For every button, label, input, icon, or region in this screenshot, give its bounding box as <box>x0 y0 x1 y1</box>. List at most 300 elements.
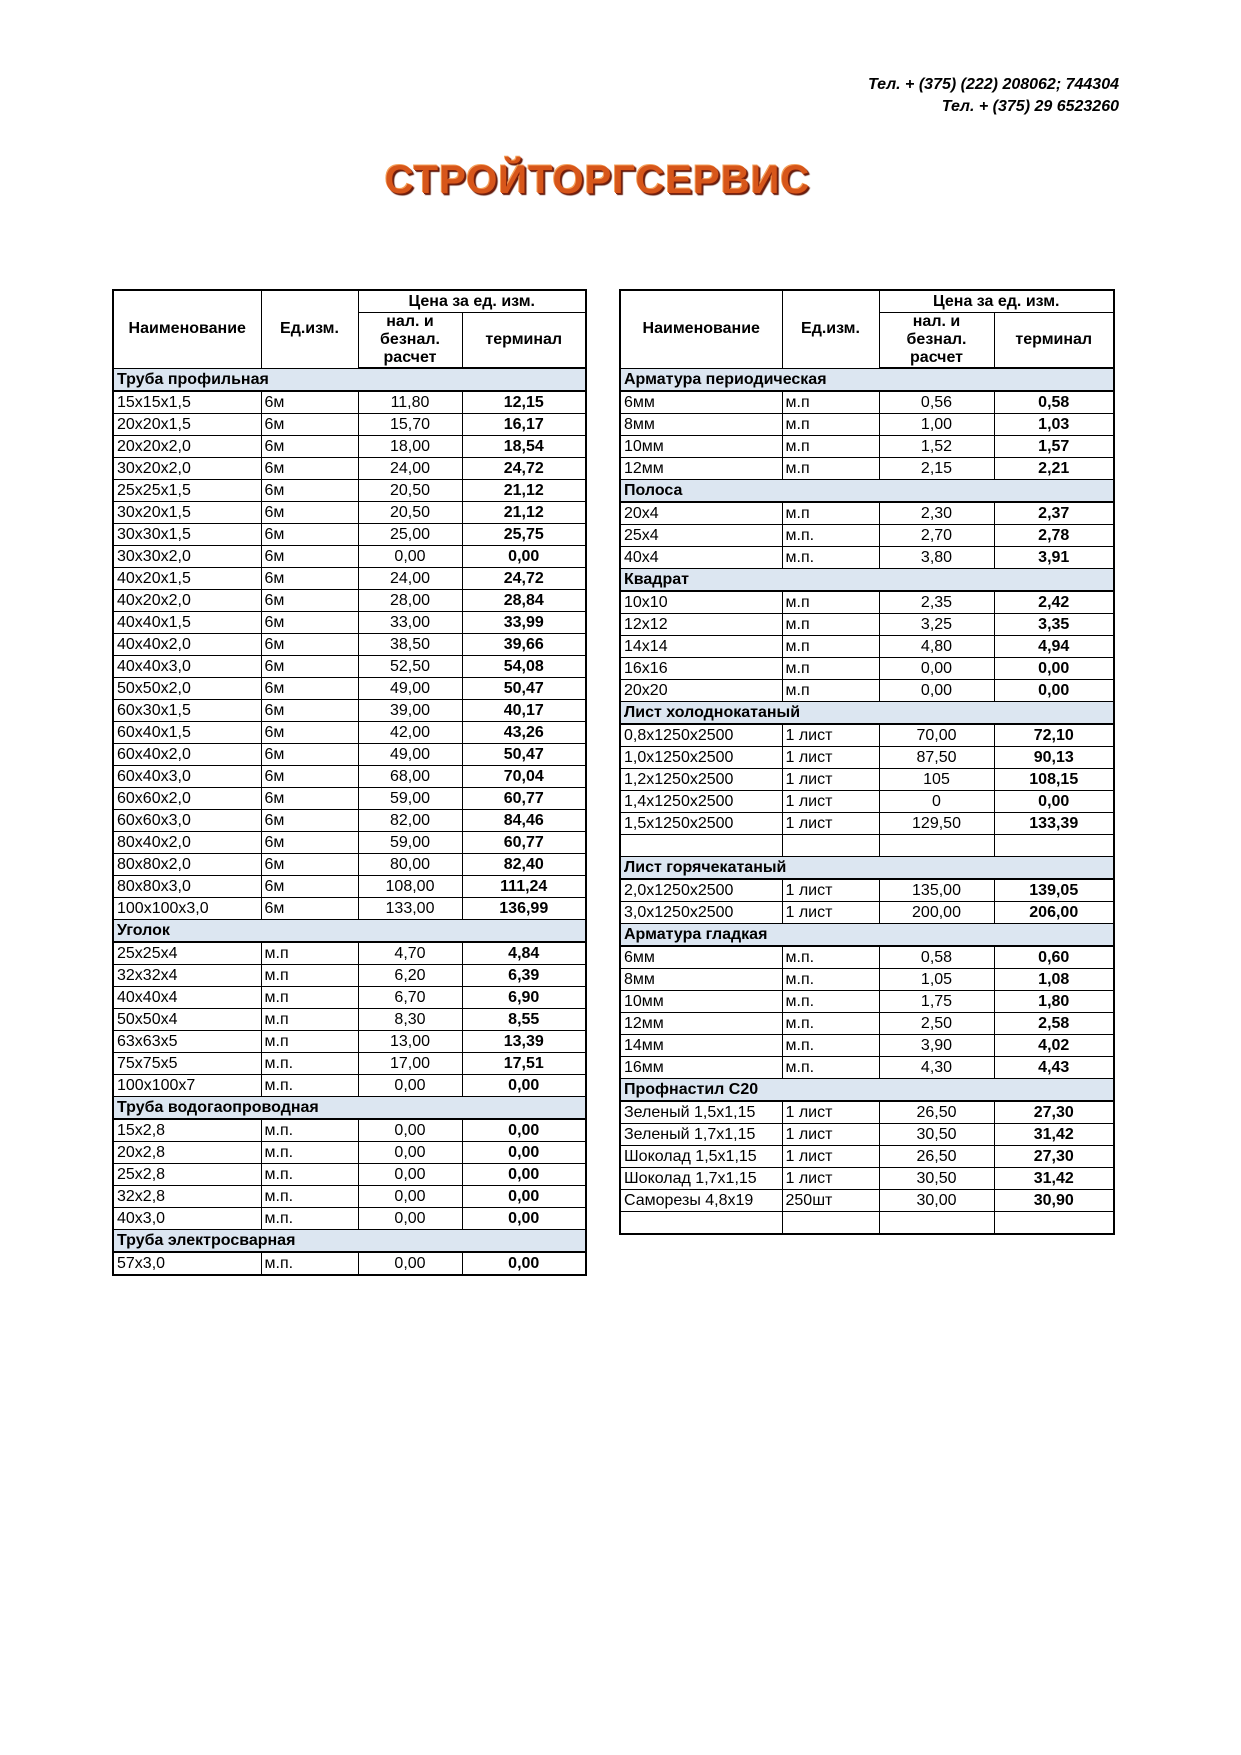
price-cash: 30,50 <box>879 1124 994 1146</box>
price-terminal: 0,00 <box>994 791 1114 813</box>
price-terminal: 24,72 <box>462 458 586 480</box>
item-name: 75х75х5 <box>113 1053 261 1075</box>
table-row <box>620 1101 1114 1124</box>
price-cash: 39,00 <box>358 700 462 722</box>
table-row <box>620 902 1114 924</box>
table-row <box>620 813 1114 835</box>
price-terminal: 206,00 <box>994 902 1114 924</box>
table-row <box>113 436 586 458</box>
item-name: 30х30х1,5 <box>113 524 261 546</box>
item-name: 80х80х2,0 <box>113 854 261 876</box>
table-row <box>620 991 1114 1013</box>
item-name: 8мм <box>620 969 782 991</box>
item-unit: м.п. <box>261 1164 358 1186</box>
price-cash: 0,00 <box>879 680 994 702</box>
item-name: 57х3,0 <box>113 1252 261 1275</box>
item-name: Саморезы 4,8х19 <box>620 1190 782 1212</box>
table-row <box>620 502 1114 525</box>
section-title: Уголок <box>113 920 586 943</box>
item-unit: м.п. <box>782 969 879 991</box>
price-cash: 105 <box>879 769 994 791</box>
price-terminal: 0,00 <box>994 658 1114 680</box>
table-row <box>113 1031 586 1053</box>
price-cash: 28,00 <box>358 590 462 612</box>
item-name: 10мм <box>620 436 782 458</box>
section-header-row <box>113 920 586 943</box>
table-row <box>113 391 586 414</box>
price-cash: 18,00 <box>358 436 462 458</box>
price-cash: 1,05 <box>879 969 994 991</box>
item-name: 20х20 <box>620 680 782 702</box>
table-row <box>620 1013 1114 1035</box>
table-row <box>620 436 1114 458</box>
item-unit: м.п. <box>261 1252 358 1275</box>
item-unit: 6м <box>261 436 358 458</box>
item-unit: м.п. <box>261 1208 358 1230</box>
item-name: 2,0х1250х2500 <box>620 879 782 902</box>
price-terminal: 60,77 <box>462 788 586 810</box>
price-cash: 0,00 <box>358 546 462 568</box>
item-unit: 6м <box>261 898 358 920</box>
item-name: Зеленый 1,5х1,15 <box>620 1101 782 1124</box>
table-row <box>113 612 586 634</box>
price-terminal: 0,00 <box>462 1142 586 1164</box>
price-cash: 1,52 <box>879 436 994 458</box>
price-table-left-body <box>113 368 586 1275</box>
item-name: 6мм <box>620 391 782 414</box>
item-name: 1,5х1250х2500 <box>620 813 782 835</box>
price-cash: 3,90 <box>879 1035 994 1057</box>
price-terminal: 2,37 <box>994 502 1114 525</box>
item-unit: 1 лист <box>782 879 879 902</box>
section-header-row <box>620 569 1114 592</box>
price-cash: 2,70 <box>879 525 994 547</box>
item-unit: 6м <box>261 590 358 612</box>
table-row <box>113 458 586 480</box>
table-row <box>113 898 586 920</box>
table-row <box>113 1252 586 1275</box>
item-name: 16мм <box>620 1057 782 1079</box>
price-cash: 2,35 <box>879 591 994 614</box>
table-row <box>620 614 1114 636</box>
table-row <box>620 1168 1114 1190</box>
price-cash: 3,80 <box>879 547 994 569</box>
item-unit: 1 лист <box>782 813 879 835</box>
price-cash: 26,50 <box>879 1146 994 1168</box>
item-unit: 1 лист <box>782 791 879 813</box>
item-name: 15х2,8 <box>113 1119 261 1142</box>
item-unit: м.п <box>261 987 358 1009</box>
table-row <box>113 1053 586 1075</box>
item-unit: 6м <box>261 766 358 788</box>
table-row <box>620 969 1114 991</box>
item-unit: м.п <box>782 591 879 614</box>
item-unit: 6м <box>261 634 358 656</box>
price-cash: 4,70 <box>358 942 462 965</box>
item-unit: м.п <box>261 1031 358 1053</box>
section-title: Квадрат <box>620 569 1114 592</box>
item-name: 63х63х5 <box>113 1031 261 1053</box>
item-unit: м.п <box>782 614 879 636</box>
price-cash: 11,80 <box>358 391 462 414</box>
item-name: 16х16 <box>620 658 782 680</box>
price-cash: 49,00 <box>358 744 462 766</box>
item-unit: м.п <box>261 1009 358 1031</box>
item-unit: м.п. <box>261 1142 358 1164</box>
price-terminal: 136,99 <box>462 898 586 920</box>
item-name: 60х40х3,0 <box>113 766 261 788</box>
price-cash: 8,30 <box>358 1009 462 1031</box>
item-name: 10мм <box>620 991 782 1013</box>
item-name: 80х40х2,0 <box>113 832 261 854</box>
price-cash: 6,70 <box>358 987 462 1009</box>
item-name: 20х2,8 <box>113 1142 261 1164</box>
item-unit: 6м <box>261 722 358 744</box>
item-unit: 6м <box>261 788 358 810</box>
section-title: Полоса <box>620 480 1114 503</box>
price-cash: 33,00 <box>358 612 462 634</box>
price-terminal: 2,42 <box>994 591 1114 614</box>
item-unit <box>782 835 879 857</box>
item-unit: м.п. <box>261 1186 358 1208</box>
price-terminal: 139,05 <box>994 879 1114 902</box>
section-title: Лист горячекатаный <box>620 857 1114 880</box>
item-name: 20х20х1,5 <box>113 414 261 436</box>
table-row <box>113 965 586 987</box>
table-row <box>113 722 586 744</box>
price-cash: 30,00 <box>879 1190 994 1212</box>
column-header-price: Цена за ед. изм. <box>879 290 1114 313</box>
price-cash: 0,00 <box>358 1142 462 1164</box>
price-terminal: 2,78 <box>994 525 1114 547</box>
item-unit: 6м <box>261 744 358 766</box>
item-unit: 1 лист <box>782 1124 879 1146</box>
price-terminal: 0,00 <box>462 1208 586 1230</box>
price-terminal: 0,00 <box>462 1252 586 1275</box>
item-unit: м.п <box>782 458 879 480</box>
price-cash: 15,70 <box>358 414 462 436</box>
price-cash: 0 <box>879 791 994 813</box>
table-row <box>113 744 586 766</box>
price-cash: 42,00 <box>358 722 462 744</box>
price-table-right <box>619 289 1115 1235</box>
item-unit: 1 лист <box>782 1146 879 1168</box>
item-name: 14мм <box>620 1035 782 1057</box>
table-row <box>113 546 586 568</box>
item-name <box>620 835 782 857</box>
item-unit: 6м <box>261 414 358 436</box>
price-terminal: 31,42 <box>994 1168 1114 1190</box>
price-cash: 2,50 <box>879 1013 994 1035</box>
table-row <box>113 1009 586 1031</box>
item-unit: м.п. <box>782 991 879 1013</box>
price-cash: 82,00 <box>358 810 462 832</box>
price-terminal: 0,00 <box>994 680 1114 702</box>
item-name: Зеленый 1,7х1,15 <box>620 1124 782 1146</box>
table-row <box>113 656 586 678</box>
price-cash: 2,15 <box>879 458 994 480</box>
table-row <box>113 810 586 832</box>
price-terminal: 33,99 <box>462 612 586 634</box>
item-unit: м.п <box>782 502 879 525</box>
table-row <box>620 747 1114 769</box>
price-cash: 70,00 <box>879 724 994 747</box>
price-terminal: 1,57 <box>994 436 1114 458</box>
price-terminal: 31,42 <box>994 1124 1114 1146</box>
item-unit: м.п <box>782 391 879 414</box>
table-row <box>620 1124 1114 1146</box>
table-row <box>620 835 1114 857</box>
price-cash: 0,00 <box>358 1164 462 1186</box>
item-name: 25х4 <box>620 525 782 547</box>
price-terminal: 18,54 <box>462 436 586 458</box>
table-row <box>113 942 586 965</box>
price-cash: 87,50 <box>879 747 994 769</box>
price-terminal: 17,51 <box>462 1053 586 1075</box>
table-row <box>113 876 586 898</box>
company-logo: СТРОЙТОРГСЕРВИС <box>384 158 811 202</box>
section-header-row <box>113 1230 586 1253</box>
price-terminal: 1,08 <box>994 969 1114 991</box>
price-terminal: 3,35 <box>994 614 1114 636</box>
item-unit: м.п. <box>782 1035 879 1057</box>
price-cash: 6,20 <box>358 965 462 987</box>
table-row <box>620 1146 1114 1168</box>
item-unit: 6м <box>261 502 358 524</box>
item-unit: 6м <box>261 832 358 854</box>
item-name: 30х20х2,0 <box>113 458 261 480</box>
price-cash: 20,50 <box>358 480 462 502</box>
column-header-cash: нал. и безнал. расчет <box>879 313 994 369</box>
price-cash: 133,00 <box>358 898 462 920</box>
price-table-right-body <box>620 368 1114 1234</box>
item-unit: м.п <box>782 414 879 436</box>
price-cash: 0,00 <box>358 1252 462 1275</box>
price-terminal: 0,58 <box>994 391 1114 414</box>
section-header-row <box>620 924 1114 947</box>
item-unit: м.п <box>782 658 879 680</box>
section-header-row <box>620 480 1114 503</box>
phone-line-2: Тел. + (375) 29 6523260 <box>941 98 1119 115</box>
price-table-left <box>112 289 587 1276</box>
table-row <box>113 854 586 876</box>
item-unit: 6м <box>261 524 358 546</box>
table-row <box>620 724 1114 747</box>
item-name: 40х3,0 <box>113 1208 261 1230</box>
column-header-cash: нал. и безнал. расчет <box>358 313 462 369</box>
table-row <box>113 480 586 502</box>
column-header-name: Наименование <box>113 290 261 368</box>
section-title: Арматура периодическая <box>620 368 1114 391</box>
price-terminal: 111,24 <box>462 876 586 898</box>
price-cash: 20,50 <box>358 502 462 524</box>
item-name: 12мм <box>620 458 782 480</box>
contact-phones <box>868 74 1119 118</box>
table-row <box>620 658 1114 680</box>
item-name: 40х40х4 <box>113 987 261 1009</box>
section-title: Труба электросварная <box>113 1230 586 1253</box>
price-terminal: 70,04 <box>462 766 586 788</box>
price-terminal: 27,30 <box>994 1146 1114 1168</box>
price-terminal: 133,39 <box>994 813 1114 835</box>
item-unit: 6м <box>261 678 358 700</box>
table-row <box>620 879 1114 902</box>
section-header-row <box>113 368 586 391</box>
price-cash: 26,50 <box>879 1101 994 1124</box>
section-header-row <box>620 1079 1114 1102</box>
item-name: 80х80х3,0 <box>113 876 261 898</box>
item-unit: 1 лист <box>782 769 879 791</box>
price-terminal: 1,03 <box>994 414 1114 436</box>
table-row <box>113 568 586 590</box>
price-terminal: 108,15 <box>994 769 1114 791</box>
item-unit: 1 лист <box>782 1101 879 1124</box>
price-terminal: 6,39 <box>462 965 586 987</box>
section-title: Труба водогаопроводная <box>113 1097 586 1120</box>
price-terminal <box>994 835 1114 857</box>
price-terminal: 84,46 <box>462 810 586 832</box>
price-terminal: 0,60 <box>994 946 1114 969</box>
item-name: 3,0х1250х2500 <box>620 902 782 924</box>
price-terminal: 2,58 <box>994 1013 1114 1035</box>
price-cash: 68,00 <box>358 766 462 788</box>
table-row <box>620 525 1114 547</box>
table-row <box>113 1119 586 1142</box>
table-row <box>113 1075 586 1097</box>
table-row <box>620 1035 1114 1057</box>
table-row <box>113 788 586 810</box>
item-unit: м.п <box>261 942 358 965</box>
table-row <box>113 1142 586 1164</box>
item-name: 1,4х1250х2500 <box>620 791 782 813</box>
price-terminal: 0,00 <box>462 1119 586 1142</box>
price-terminal: 39,66 <box>462 634 586 656</box>
item-name: 10х10 <box>620 591 782 614</box>
item-unit: м.п. <box>782 1057 879 1079</box>
table-row <box>113 700 586 722</box>
item-unit: 1 лист <box>782 1168 879 1190</box>
price-cash: 2,30 <box>879 502 994 525</box>
item-name: 50х50х2,0 <box>113 678 261 700</box>
item-name: 6мм <box>620 946 782 969</box>
price-cash: 200,00 <box>879 902 994 924</box>
table-row <box>113 766 586 788</box>
item-name: 60х60х2,0 <box>113 788 261 810</box>
item-name: 12х12 <box>620 614 782 636</box>
table-row <box>620 680 1114 702</box>
item-name: 25х25х1,5 <box>113 480 261 502</box>
price-terminal <box>994 1212 1114 1235</box>
table-row <box>113 590 586 612</box>
item-name: 40х4 <box>620 547 782 569</box>
item-unit: 6м <box>261 854 358 876</box>
price-cash: 1,75 <box>879 991 994 1013</box>
table-row <box>113 1164 586 1186</box>
price-cash: 4,80 <box>879 636 994 658</box>
item-name: 8мм <box>620 414 782 436</box>
price-terminal: 13,39 <box>462 1031 586 1053</box>
price-terminal: 50,47 <box>462 678 586 700</box>
item-unit: м.п. <box>261 1075 358 1097</box>
price-terminal: 43,26 <box>462 722 586 744</box>
item-unit: 250шт <box>782 1190 879 1212</box>
item-unit: м.п. <box>782 1013 879 1035</box>
price-cash: 0,56 <box>879 391 994 414</box>
price-cash: 0,00 <box>358 1119 462 1142</box>
price-cash: 38,50 <box>358 634 462 656</box>
section-header-row <box>113 1097 586 1120</box>
price-cash: 49,00 <box>358 678 462 700</box>
section-header-row <box>620 368 1114 391</box>
item-unit: 6м <box>261 876 358 898</box>
price-terminal: 4,02 <box>994 1035 1114 1057</box>
price-cash: 135,00 <box>879 879 994 902</box>
item-name: 32х32х4 <box>113 965 261 987</box>
section-header-row <box>620 857 1114 880</box>
price-cash: 52,50 <box>358 656 462 678</box>
item-name: 30х20х1,5 <box>113 502 261 524</box>
item-name: 40х20х1,5 <box>113 568 261 590</box>
price-terminal: 0,00 <box>462 1075 586 1097</box>
item-name: 20х20х2,0 <box>113 436 261 458</box>
item-unit: 1 лист <box>782 724 879 747</box>
price-terminal: 2,21 <box>994 458 1114 480</box>
price-cash: 129,50 <box>879 813 994 835</box>
table-row <box>113 1186 586 1208</box>
table-row <box>113 678 586 700</box>
price-terminal: 6,90 <box>462 987 586 1009</box>
price-terminal: 82,40 <box>462 854 586 876</box>
price-terminal: 54,08 <box>462 656 586 678</box>
item-name: 40х20х2,0 <box>113 590 261 612</box>
table-row <box>113 987 586 1009</box>
table-row <box>113 832 586 854</box>
column-header-price: Цена за ед. изм. <box>358 290 586 313</box>
table-row <box>620 414 1114 436</box>
item-name: 25х25х4 <box>113 942 261 965</box>
price-cash: 13,00 <box>358 1031 462 1053</box>
price-cash: 24,00 <box>358 568 462 590</box>
price-cash <box>879 835 994 857</box>
price-terminal: 4,94 <box>994 636 1114 658</box>
column-header-name: Наименование <box>620 290 782 368</box>
item-unit <box>782 1212 879 1235</box>
table-row <box>113 414 586 436</box>
item-name: 40х40х1,5 <box>113 612 261 634</box>
item-name: 30х30х2,0 <box>113 546 261 568</box>
table-row <box>113 524 586 546</box>
table-row <box>620 547 1114 569</box>
price-terminal: 40,17 <box>462 700 586 722</box>
price-cash: 0,00 <box>358 1075 462 1097</box>
price-terminal: 24,72 <box>462 568 586 590</box>
item-name: 100х100х3,0 <box>113 898 261 920</box>
item-name: 100х100х7 <box>113 1075 261 1097</box>
price-cash: 0,00 <box>358 1186 462 1208</box>
item-unit: м.п <box>782 636 879 658</box>
item-unit: 6м <box>261 612 358 634</box>
item-name: Шоколад 1,7х1,15 <box>620 1168 782 1190</box>
table-row <box>620 769 1114 791</box>
table-row <box>113 502 586 524</box>
item-unit: 6м <box>261 546 358 568</box>
item-name: 60х40х1,5 <box>113 722 261 744</box>
item-unit: 6м <box>261 656 358 678</box>
price-cash: 59,00 <box>358 832 462 854</box>
item-unit: 6м <box>261 810 358 832</box>
item-name: 40х40х2,0 <box>113 634 261 656</box>
price-cash: 24,00 <box>358 458 462 480</box>
